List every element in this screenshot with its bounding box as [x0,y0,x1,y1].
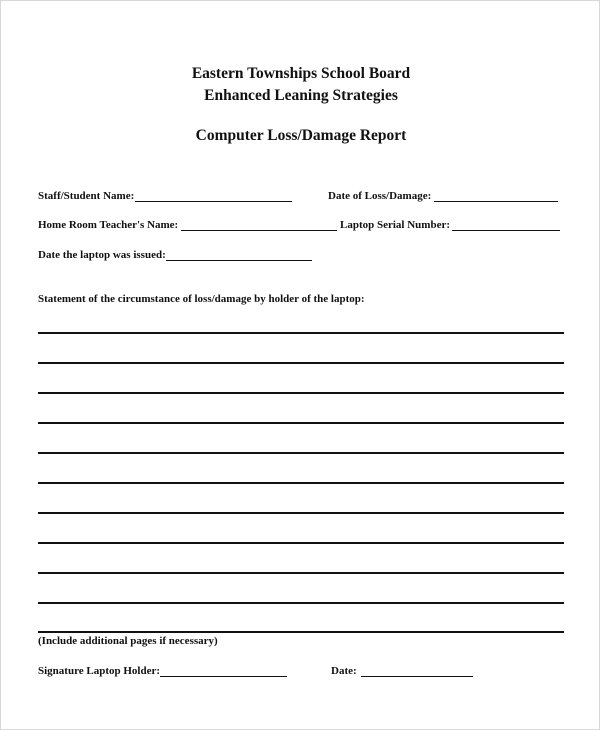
date-issued-field[interactable] [166,260,312,261]
org-name: Eastern Townships School Board [191,65,411,82]
statement-line[interactable] [38,631,564,633]
staff-student-name-field[interactable] [135,201,292,202]
date-issued-label: Date the laptop was issued: [38,249,166,261]
staff-student-name-label: Staff/Student Name: [38,190,135,202]
statement-line[interactable] [38,482,564,484]
additional-pages-note: (Include additional pages if necessary) [38,635,218,647]
signature-date-field[interactable] [361,676,473,677]
signature-label: Signature Laptop Holder: [38,665,161,677]
date-of-loss-field[interactable] [434,201,558,202]
program-name: Enhanced Leaning Strategies [204,87,398,104]
signature-date-label: Date: [331,665,357,677]
statement-line[interactable] [38,422,564,424]
statement-line[interactable] [38,452,564,454]
statement-line[interactable] [38,332,564,334]
statement-label: Statement of the circumstance of loss/damage by holder of the laptop: [38,293,365,305]
statement-line[interactable] [38,542,564,544]
form-title: Computer Loss/Damage Report [195,127,407,144]
statement-line[interactable] [38,512,564,514]
home-room-teacher-label: Home Room Teacher's Name: [38,219,179,231]
signature-field[interactable] [160,676,287,677]
date-of-loss-label: Date of Loss/Damage: [328,190,432,202]
statement-line[interactable] [38,362,564,364]
statement-line[interactable] [38,392,564,394]
laptop-serial-field[interactable] [452,230,560,231]
home-room-teacher-field[interactable] [181,230,337,231]
statement-line[interactable] [38,572,564,574]
statement-line[interactable] [38,602,564,604]
laptop-serial-label: Laptop Serial Number: [340,219,450,231]
